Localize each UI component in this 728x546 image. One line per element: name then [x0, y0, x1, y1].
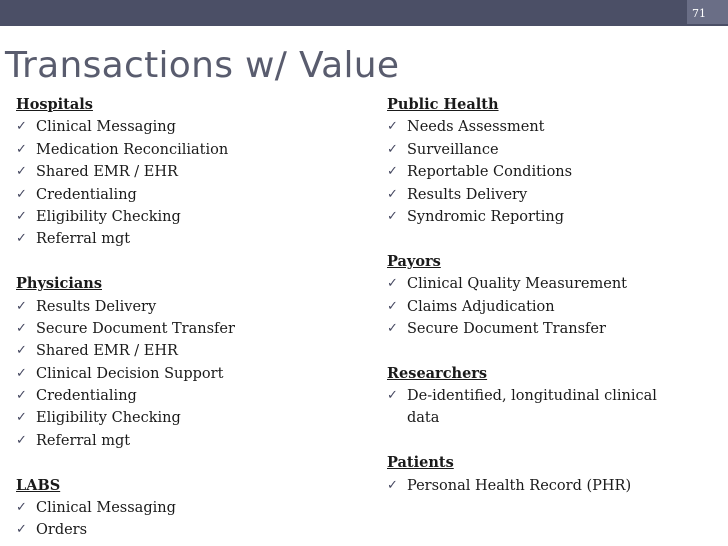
list-item: ✓ Clinical Messaging	[16, 497, 356, 519]
list-item: ✓ Shared EMR / EHR	[16, 340, 356, 362]
list-item: ✓ Syndromic Reporting	[387, 206, 707, 228]
checkmark-icon: ✓	[387, 298, 398, 314]
list-item: ✓ Personal Health Record (PHR)	[387, 475, 707, 497]
list-item: ✓ Results Delivery	[16, 296, 356, 318]
list-item: ✓ Eligibility Checking	[16, 407, 356, 429]
section-heading-payors: Payors	[387, 252, 441, 270]
header-rule	[0, 26, 662, 28]
checkmark-icon: ✓	[16, 186, 27, 202]
section-heading-hospitals: Hospitals	[16, 96, 93, 113]
list-item: ✓ De-identified, longitudinal clinical data	[387, 385, 677, 430]
checkmark-icon: ✓	[16, 365, 27, 381]
list-item: ✓ Secure Document Transfer	[387, 318, 707, 340]
checkmark-icon: ✓	[16, 320, 27, 336]
list-item: ✓ Orders	[16, 519, 356, 541]
section-heading-labs: LABS	[16, 476, 61, 494]
checkmark-icon: ✓	[16, 388, 27, 404]
checkmark-icon: ✓	[16, 410, 27, 426]
checkmark-icon: ✓	[16, 432, 27, 448]
top-bar	[0, 0, 728, 26]
slide-title: Transactions w/ Value	[5, 45, 400, 86]
slide-number: 71	[692, 7, 706, 20]
checkmark-icon: ✓	[16, 231, 27, 247]
list-item: ✓ Results Delivery	[387, 184, 707, 206]
list-item: ✓ Clinical Decision Support	[16, 363, 356, 385]
checkmark-icon: ✓	[387, 119, 398, 135]
section-heading-patients: Patients	[387, 454, 454, 472]
list-item: ✓ Credentialing	[16, 184, 356, 206]
list-item: ✓ Needs Assessment	[387, 116, 707, 138]
list-item: ✓ Clinical Quality Measurement	[387, 273, 707, 295]
checkmark-icon: ✓	[16, 164, 27, 180]
section-heading-physicians: Physicians	[16, 275, 102, 293]
list-item: ✓ Surveillance	[387, 139, 707, 161]
checkmark-icon: ✓	[16, 500, 27, 516]
checkmark-icon: ✓	[16, 343, 27, 359]
checkmark-icon: ✓	[16, 522, 27, 538]
list-item: ✓ Reportable Conditions	[387, 161, 707, 183]
checkmark-icon: ✓	[387, 186, 398, 202]
section-heading-public-health: Public Health	[387, 96, 499, 113]
checkmark-icon: ✓	[16, 119, 27, 135]
checkmark-icon: ✓	[387, 320, 398, 336]
list-item: ✓ Eligibility Checking	[16, 206, 356, 228]
checkmark-icon: ✓	[387, 141, 398, 157]
list-item: ✓ Referral mgt	[16, 228, 356, 250]
list-item: ✓ Claims Adjudication	[387, 296, 707, 318]
left-column	[16, 94, 356, 542]
checkmark-icon: ✓	[387, 164, 398, 180]
checkmark-icon: ✓	[16, 298, 27, 314]
checkmark-icon: ✓	[16, 208, 27, 224]
right-column	[387, 94, 707, 497]
list-item: ✓ Referral mgt	[16, 430, 356, 452]
checkmark-icon: ✓	[387, 388, 398, 404]
list-item: ✓ Medication Reconciliation	[16, 139, 356, 161]
list-item: ✓ Shared EMR / EHR	[16, 161, 356, 183]
list-item: ✓ Clinical Messaging	[16, 116, 356, 138]
checkmark-icon: ✓	[16, 141, 27, 157]
list-item: ✓ Credentialing	[16, 385, 356, 407]
checkmark-icon: ✓	[387, 477, 398, 493]
section-heading-researchers: Researchers	[387, 364, 488, 382]
list-item: ✓ Secure Document Transfer	[16, 318, 356, 340]
checkmark-icon: ✓	[387, 208, 398, 224]
checkmark-icon: ✓	[387, 276, 398, 292]
